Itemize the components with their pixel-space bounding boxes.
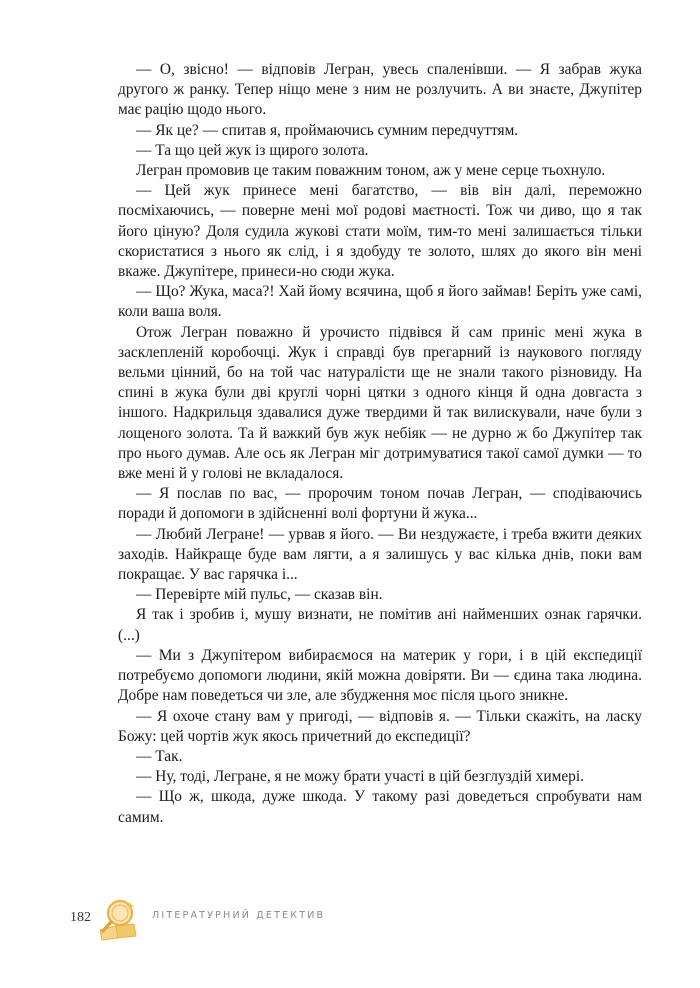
paragraph: Отож Легран поважно й урочисто підвівся й сам приніс мені жука в засклепленій коробочці. Жук і справді був прегарний із наукового погляду вельми цінний, бо на той час натуралісти ще не знали такого різновиду. На спині в жука були дві круглі чорні цятки з одного кінця й одна довгаста з іншого. Надкрильця здавалися дуже твердими й так вилискували, наче були з лощеного золота. Та й важкий був жук небіяк — не дурно ж бо Джупітер так про нього думав. Але ось як Легран міг дотримуватися такої самої думки — то вже мені й у голові не вкладалося. xyxy=(118,323,642,483)
paragraph: — Я охоче стану вам у пригоді, — відповів я. — Тільки скажіть, на ласку Божу: цей чортів жук якось причетний до експедиції? xyxy=(118,707,642,745)
main-text xyxy=(118,60,642,828)
paragraph: Я так і зробив і, мушу визнати, не помітив ані найменших ознак гарячки. (...) xyxy=(118,606,642,644)
page-number: 182 xyxy=(70,910,91,925)
page-footer xyxy=(70,896,630,956)
paragraph: Легран промовив це таким поважним тоном, аж у мене серце тьохнуло. xyxy=(136,162,606,180)
section-label: ЛІТЕРАТУРНИЙ ДЕТЕКТИВ xyxy=(152,910,326,921)
paragraph: — Любий Легране! — урвав я його. — Ви нездужаєте, і треба вжити деяких заходів. Найкраще буде вам лягти, а я залишусь у вас кілька днів, поки вам покращає. У вас гарячка і... xyxy=(118,525,642,584)
paragraph: — Цей жук принесе мені багатство, — вів він далі, переможно посміхаючись, — поверне мені мої родові маєтності. Тож чи диво, що я так його ціную? Доля судила жукові стати моїм, тим-то мені залишається тільки скористатися з нього як слід, і я здобуду те золото, шлях до якого він мені вкаже. Джупітере, принеси-но сюди жука. xyxy=(118,182,642,281)
magnifier-book-icon xyxy=(96,896,140,942)
paragraph: — Ми з Джупітером вибираємося на материк у гори, і в цій експедиції потребуємо допомоги людини, якій можна довіряти. Ви — єдина така людина. Добре нам поведеться чи зле, але збудження моє після цього зникне. xyxy=(118,646,642,705)
paragraph: — О, звісно! — відповів Легран, увесь спаленівши. — Я забрав жука другого ж ранку. Тепер ніщо мене з ним не розлучить. А ви знаєте, Джупітер має рацію щодо нього. xyxy=(118,61,642,119)
paragraph: — Та що цей жук із щирого золота. xyxy=(136,141,369,159)
paragraph: — Що ж, шкода, дуже шкода. У такому разі доведеться спробувати нам самим. xyxy=(118,788,642,826)
paragraph: — Перевірте мій пульс, — сказав він. xyxy=(136,586,383,604)
paragraph: — Що? Жука, маса?! Хай йому всячина, щоб я його займав! Беріть уже самі, коли ваша воля. xyxy=(118,283,642,321)
paragraph: — Так. xyxy=(136,747,183,765)
paragraph: — Я послав по вас, — пророчим тоном почав Легран, — сподіваючись поради й допомоги в здійсненні волі фортуни й жука... xyxy=(118,485,642,523)
paragraph: — Як це? — спитав я, проймаючись сумним передчуттям. xyxy=(136,121,519,139)
paragraph: — Ну, тоді, Легране, я не можу брати участі в цій безглуздій химері. xyxy=(136,768,584,786)
